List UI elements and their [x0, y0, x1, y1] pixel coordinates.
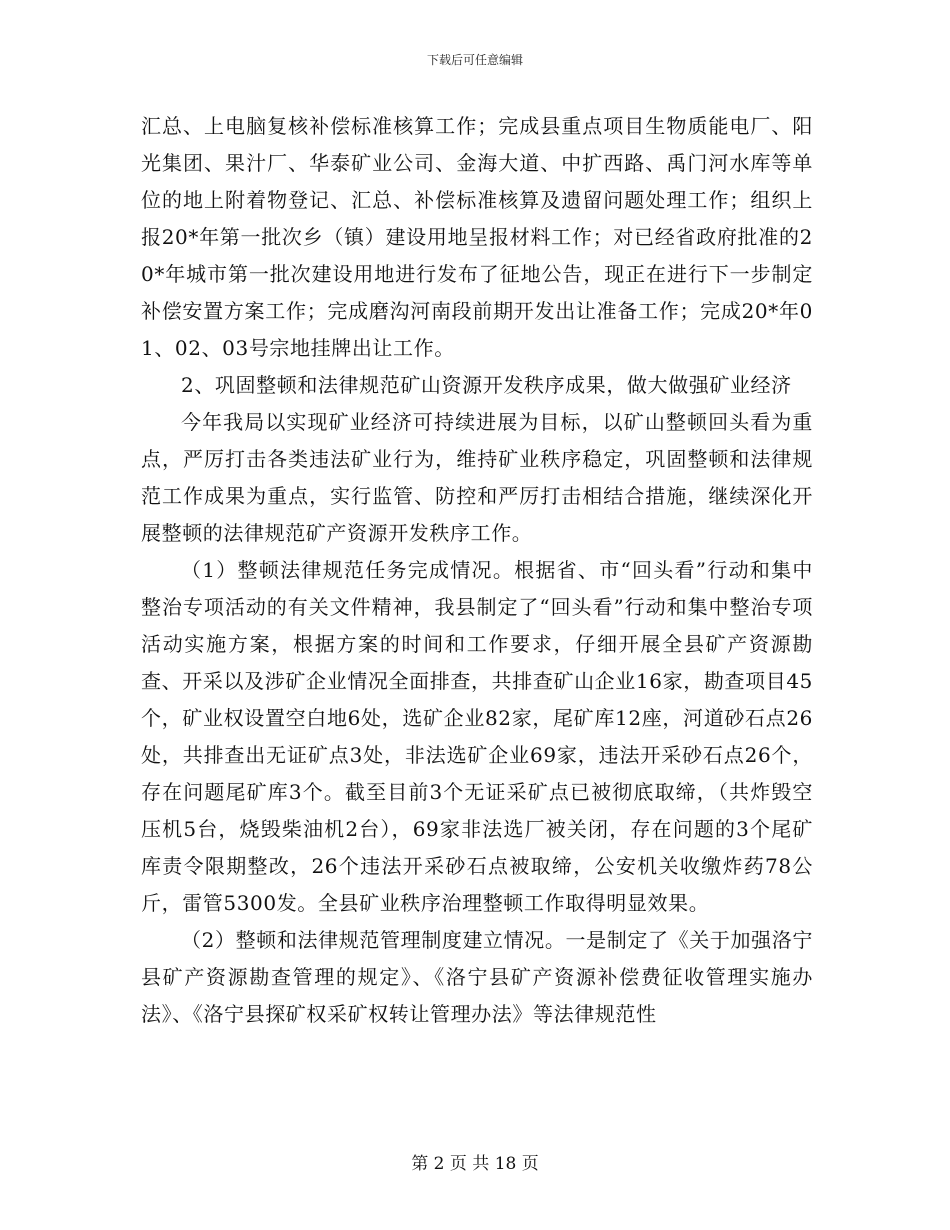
paragraph-task-completion: （1）整顿法律规范任务完成情况。根据省、市“回头看”行动和集中整治专项活动的有关文件精神，我县制定了“回头看”行动和集中整治专项活动实施方案，根据方案的时间和工作要求，仔细开展全县矿产资源勘查、开采以及涉矿企业情况全面排查，共排查矿山企业16家，勘查项目45个，矿业权设置空白地6处，选矿企业82家，尾矿库12座，河道砂石点26处，共排查出无证矿点3处，非法选矿企业69家，违法开采砂石点26个，存在问题尾矿库3个。截至目前3个无证采矿点已被彻底取缔，（共炸毁空压机5台，烧毁柴油机2台），69家非法选厂被关闭，存在问题的3个尾矿库责令限期整改，26个违法开采砂石点被取缔，公安机关收缴炸药78公斤，雷管5300发。全县矿业秩序治理整顿工作取得明显效果。	[141, 558, 813, 915]
paragraph-continuation: 汇总、上电脑复核补偿标准核算工作；完成县重点项目生物质能电厂、阳光集团、果汁厂、华泰矿业公司、金海大道、中扩西路、禹门河水库等单位的地上附着物登记、汇总、补偿标准核算及遗留问题处理工作；组织上报20*年第一批次乡（镇）建设用地呈报材料工作；对已经省政府批准的20*年城市第一批次建设用地进行发布了征地公告，现正在进行下一步制定补偿安置方案工作；完成磨沟河南段前期开发出让准备工作；完成20*年01、02、03号宗地挂牌出让工作。	[141, 114, 813, 360]
page-header: 下载后可任意编辑	[426, 53, 523, 67]
document-body	[141, 108, 813, 1033]
paragraph-intro: 今年我局以实现矿业经济可持续进展为目标，以矿山整顿回头看为重点，严厉打击各类违法矿业行为，维持矿业秩序稳定，巩固整顿和法律规范工作成果为重点，实行监管、防控和严厉打击相结合措施，继续深化开展整顿的法律规范矿产资源开发秩序工作。	[141, 410, 813, 545]
section-heading: 2、巩固整顿和法律规范矿山资源开发秩序成果，做大做强矿业经济	[181, 373, 792, 397]
paragraph-management-system: （2）整顿和法律规范管理制度建立情况。一是制定了《关于加强洛宁县矿产资源勘查管理的规定》、《洛宁县矿产资源补偿费征收管理实施办法》、《洛宁县探矿权采矿权转让管理办法》等法律规范性	[141, 928, 813, 1026]
page-footer: 第 2 页 共 18 页	[411, 1154, 539, 1174]
